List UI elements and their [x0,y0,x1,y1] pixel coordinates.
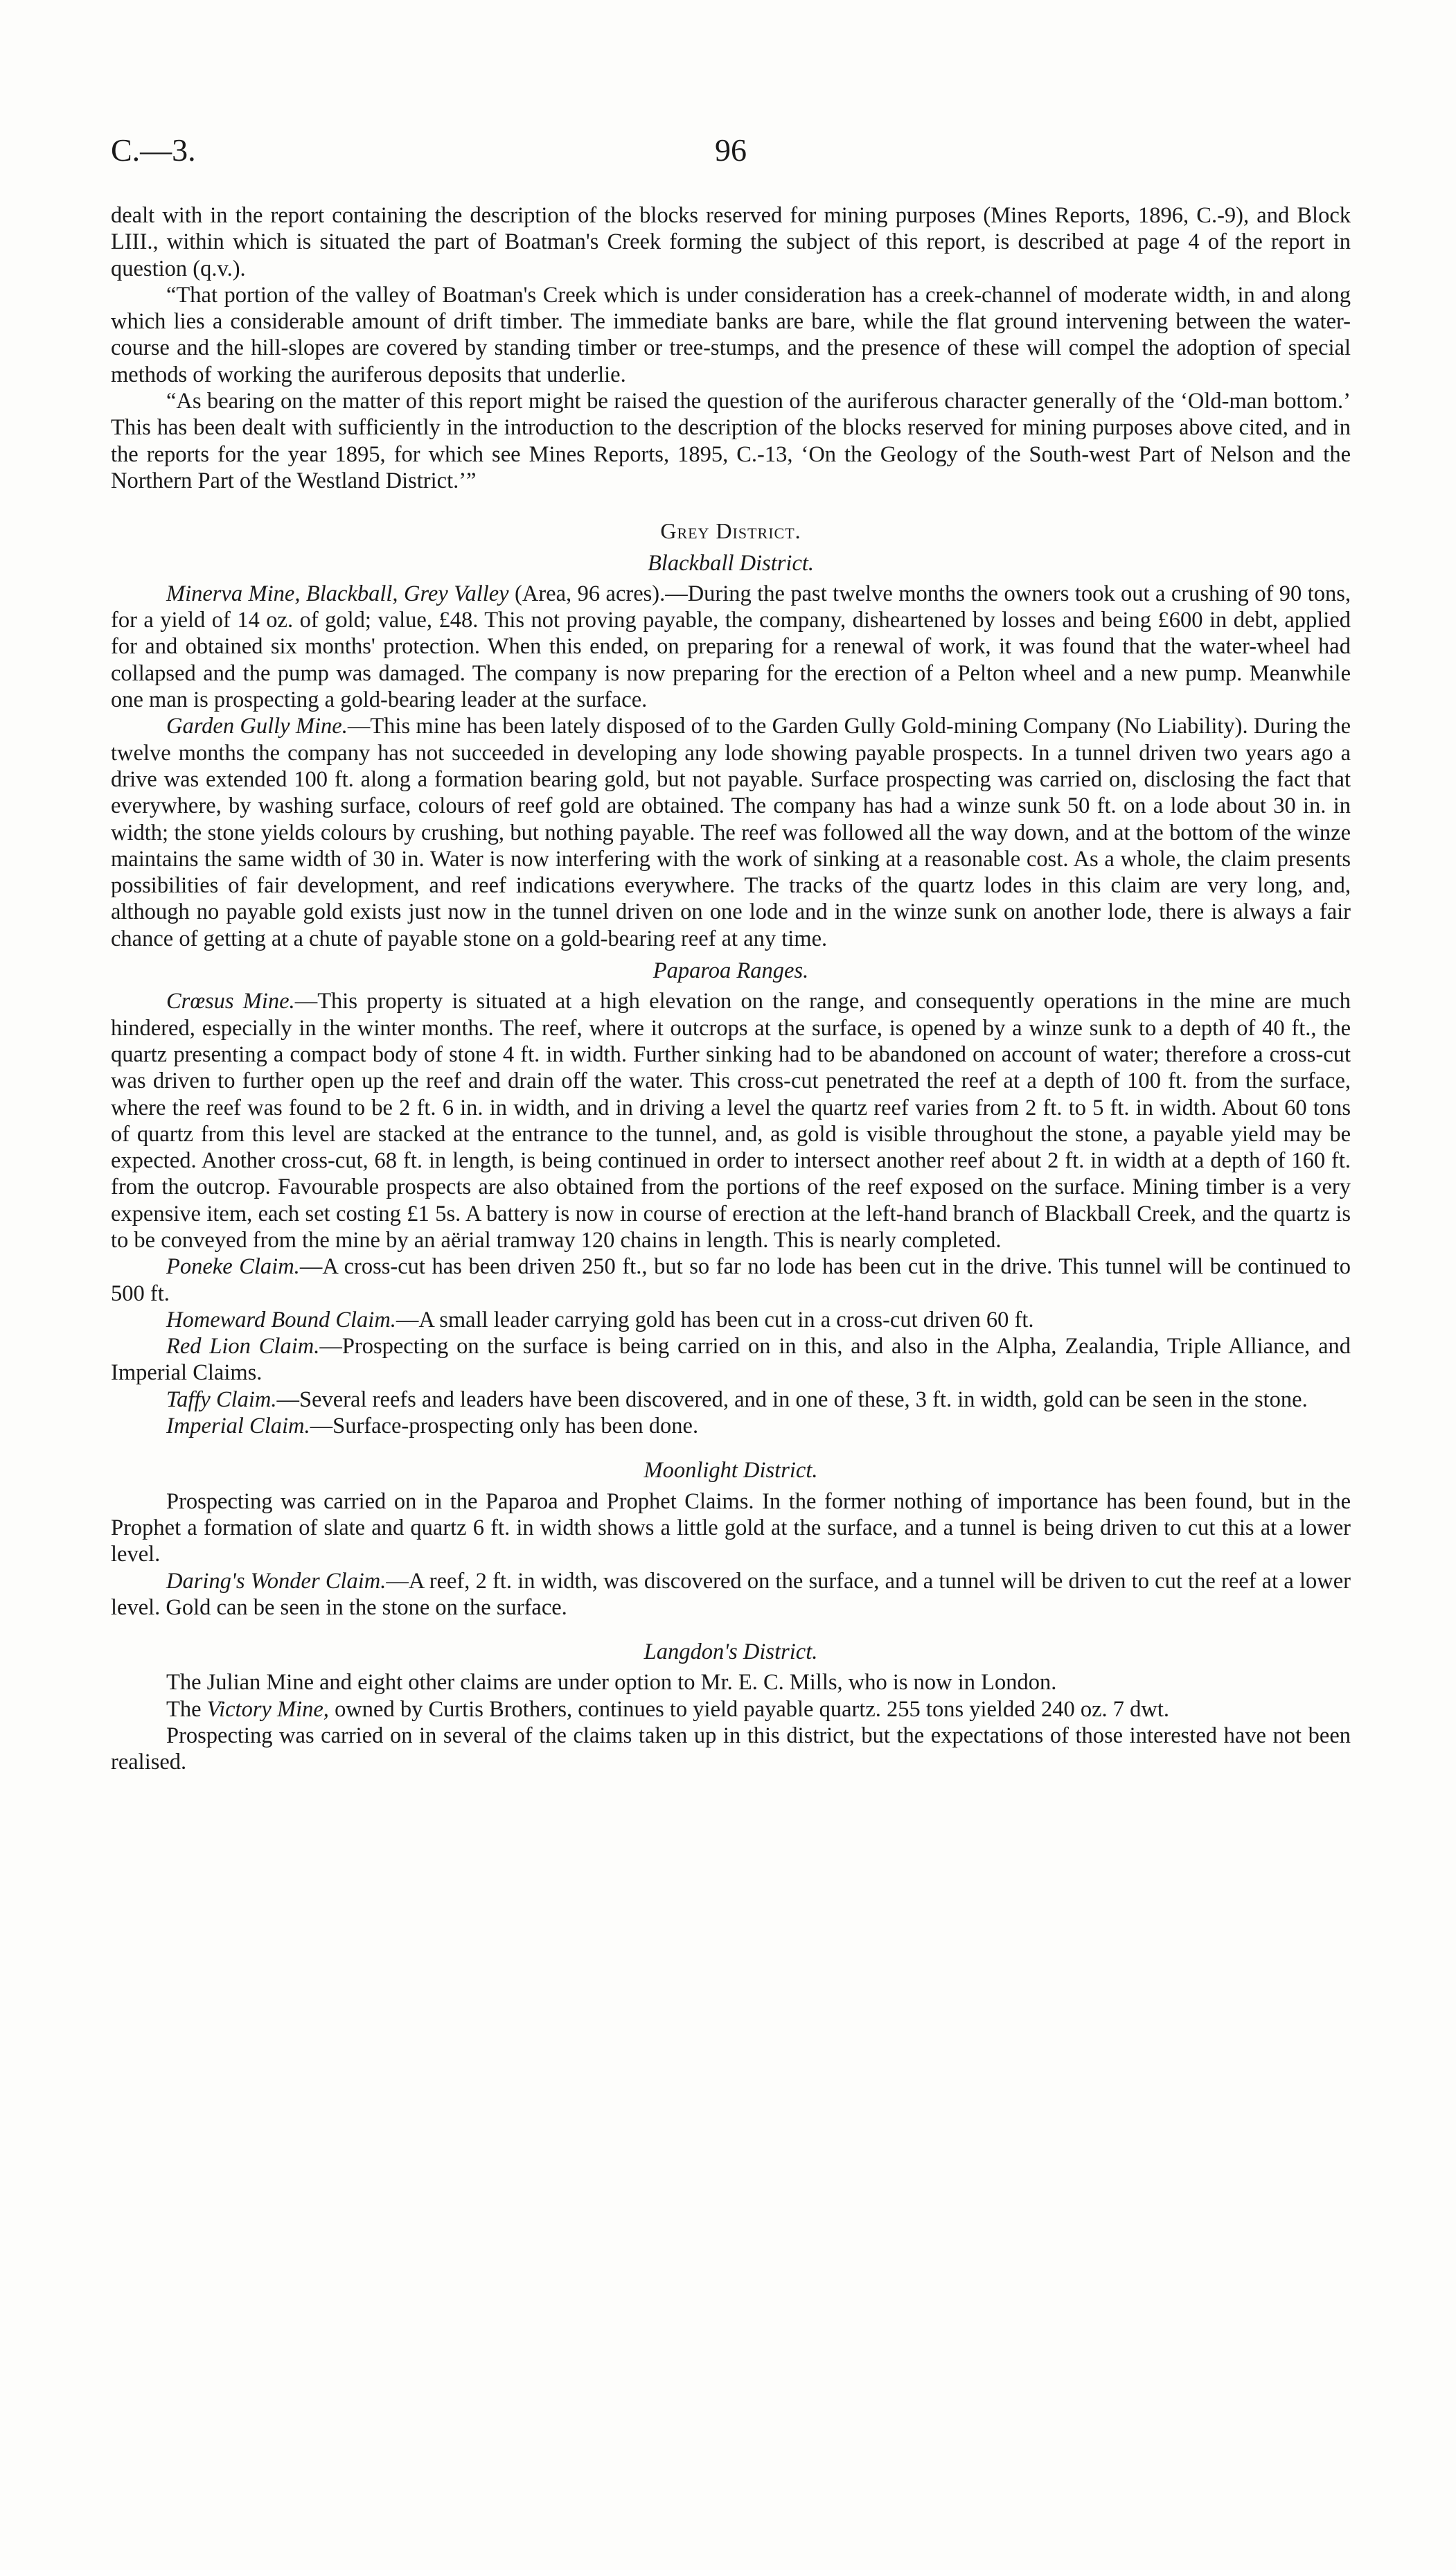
entry-title: Victory Mine, [206,1696,329,1722]
entry-title: Imperial Claim. [166,1414,310,1439]
paragraph-moonlight: Prospecting was carried on in the Paparoa and Prophet Claims. In the former nothing of importance has been found, but in the Prophet a formation of slate and quartz 6 ft. in width shows a little gold at the surface, and a tunnel is being driven to cut this at a lower level. [111,1488,1351,1567]
entry-title: Minerva Mine, Blackball, Grey Valley [166,581,509,606]
paragraph-red-lion [111,1333,1351,1387]
section-heading-grey-district: Grey District. [660,518,801,544]
subsection-heading-paparoa: Paparoa Ranges. [652,958,809,984]
entry-text: —This mine has been lately disposed of to the Garden Gully Gold-mining Company (No Liability). During the twelve months the company has not succeeded in developing any lode showing payable prospects. In a tunnel driven two years ago a drive was extended 100 ft. along a formation bearing gold, but not payable. Surface prospecting was carried on, disclosing the fact that everywhere, by washing surface, colours of reef gold are obtained. The company has had a winze sunk 50 ft. on a lode about 30 in. in width; the stone yields colours by crushing, but nothing payable. The reef was followed all the way down, and at the bottom of the winze maintains the same width of 30 in. Water is now interfering with the work of sinking at a reasonable cost. As a whole, the claim presents possibilities of fair development, and reef indications everywhere. The tracks of the quartz lodes in this claim are very long, and, although no payable gold exists just now in the tunnel driven on one lode and in the winze sunk on another lode, there is always a fair chance of getting at a chute of payable stone on a gold-bearing reef at any time. [111,714,1351,951]
entry-title: Taffy Claim. [166,1387,277,1412]
document-body [111,202,1351,1776]
page-header [111,132,1351,173]
entry-title: Garden Gully Mine. [166,714,348,739]
entry-text: —Several reefs and leaders have been discovered, and in one of these, 3 ft. in width, gold can be seen in the stone. [276,1387,1308,1412]
entry-text: owned by Curtis Brothers, continues to yield payable quartz. 255 tons yielded 240 oz. 7 dwt. [328,1696,1170,1722]
entry-text: —A cross-cut has been driven 250 ft., but so far no lode has been cut in the drive. This tunnel will be continued to 500 ft. [111,1254,1351,1306]
paragraph-darings-wonder [111,1568,1351,1621]
subsection-heading-moonlight: Moonlight District. [643,1458,818,1484]
page-number: 96 [715,132,747,168]
paragraph-minerva-mine [111,581,1351,713]
paragraph-taffy-claim [111,1387,1351,1413]
paragraph: dealt with in the report containing the description of the blocks reserved for mining purposes (Mines Reports, 1896, C.-9), and Block LIII., within which is situated the part of Boatman's Creek forming the subject of this report, is described at page 4 of the report in question (q.v.). [111,203,1351,281]
paragraph-croesus-mine [111,988,1351,1253]
paragraph-poneke-claim [111,1253,1351,1307]
entry-text: —A reef, 2 ft. in width, was discovered on the surface, and a tunnel will be driven to cut the reef at a lower level. Gold can be seen in the stone on the surface. [111,1568,1351,1620]
entry-text: —This property is situated at a high elevation on the range, and consequently operations in the mine are much hindered, especially in the winter months. The reef, where it outcrops at the surface, is opened by a winze sunk to a depth of 40 ft., the quartz presenting a compact body of stone 4 ft. in width. Further sinking had to be abandoned on account of water; therefore a cross-cut was driven to further open up the reef and drain off the water. This cross-cut penetrated the reef at a depth of 100 ft. from the surface, where the reef was found to be 2 ft. 6 in. in width, and in driving a level the quartz reef varies from 2 ft. to 5 ft. in width. About 60 tons of quartz from this level are stacked at the entrance to the tunnel, and, as gold is visible throughout the stone, a payable yield may be expected. Another cross-cut, 68 ft. in length, is being continued in order to intersect another reef about 2 ft. in width at a depth of 160 ft. from the outcrop. Favourable prospects are also obtained from the portions of the reef exposed on the surface. Mining timber is a very expensive item, each set costing £1 5s. A battery is now in course of erection at the left-hand branch of Blackball Creek, and the quartz is to be conveyed from the mine by an aërial tramway 120 chains in length. This is nearly completed. [111,989,1351,1253]
entry-text: —A small leader carrying gold has been cut in a cross-cut driven 60 ft. [396,1307,1034,1332]
entry-title: Crœsus Mine. [166,989,295,1014]
entry-title: Daring's Wonder Claim. [166,1568,387,1594]
entry-title: Poneke Claim. [166,1254,300,1280]
entry-text: —Surface-prospecting only has been done. [310,1414,699,1439]
paragraph-langdon-prospecting: Prospecting was carried on in several of the claims taken up in this district, but the expectations of those interested have not been realised. [111,1723,1351,1775]
entry-prefix: The [166,1696,207,1722]
entry-title: Homeward Bound Claim. [166,1307,396,1332]
quoted-paragraph: “As bearing on the matter of this report might be raised the question of the auriferous character generally of the ‘Old-man bottom.’ This has been dealt with sufficiently in the introduction to the description of the blocks reserved for mining purposes above cited, and in the reports for the year 1895, for which see Mines Reports, 1895, C.-13, ‘On the Geology of the South-west Part of Nelson and the Northern Part of the Westland District.’” [111,389,1351,493]
paragraph-imperial-claim [111,1413,1351,1439]
entry-title: Red Lion Claim. [166,1334,320,1359]
paragraph-victory-mine [111,1696,1351,1723]
paragraph-julian-mine: The Julian Mine and eight other claims are under option to Mr. E. C. Mills, who is now in London. [166,1670,1057,1696]
subsection-heading-langdon: Langdon's District. [643,1639,818,1665]
quoted-paragraph: “That portion of the valley of Boatman's Creek which is under consideration has a creek-channel of moderate width, in and along which lies a considerable amount of drift timber. The immediate banks are bare, while the flat ground intervening between the water-course and the hill-slopes are covered by standing timber or tree-stumps, and the presence of these will compel the adoption of special methods of working the auriferous deposits that underlie. [111,282,1351,387]
entry-text: —Prospecting on the surface is being carried on in this, and also in the Alpha, Zealandia, Triple Alliance, and Imperial Claims. [111,1334,1351,1386]
paragraph-homeward-bound [111,1307,1351,1333]
subsection-heading-blackball: Blackball District. [647,550,815,576]
paragraph-garden-gully [111,713,1351,952]
entry-text: (Area, 96 acres).—During the past twelve months the owners took out a crushing of 90 tons, for a yield of 14 oz. of gold; value, £48. This not proving payable, the company, disheartened by losses and being £600 in debt, applied for and obtained six months' protection. When this ended, on preparing for a renewal of work, it was found that the water-wheel had collapsed and the pump was damaged. The company is now preparing for the erection of a Pelton wheel and a new pump. Meanwhile one man is prospecting a gold-bearing leader at the surface. [111,581,1351,713]
report-code: C.—3. [111,132,196,168]
